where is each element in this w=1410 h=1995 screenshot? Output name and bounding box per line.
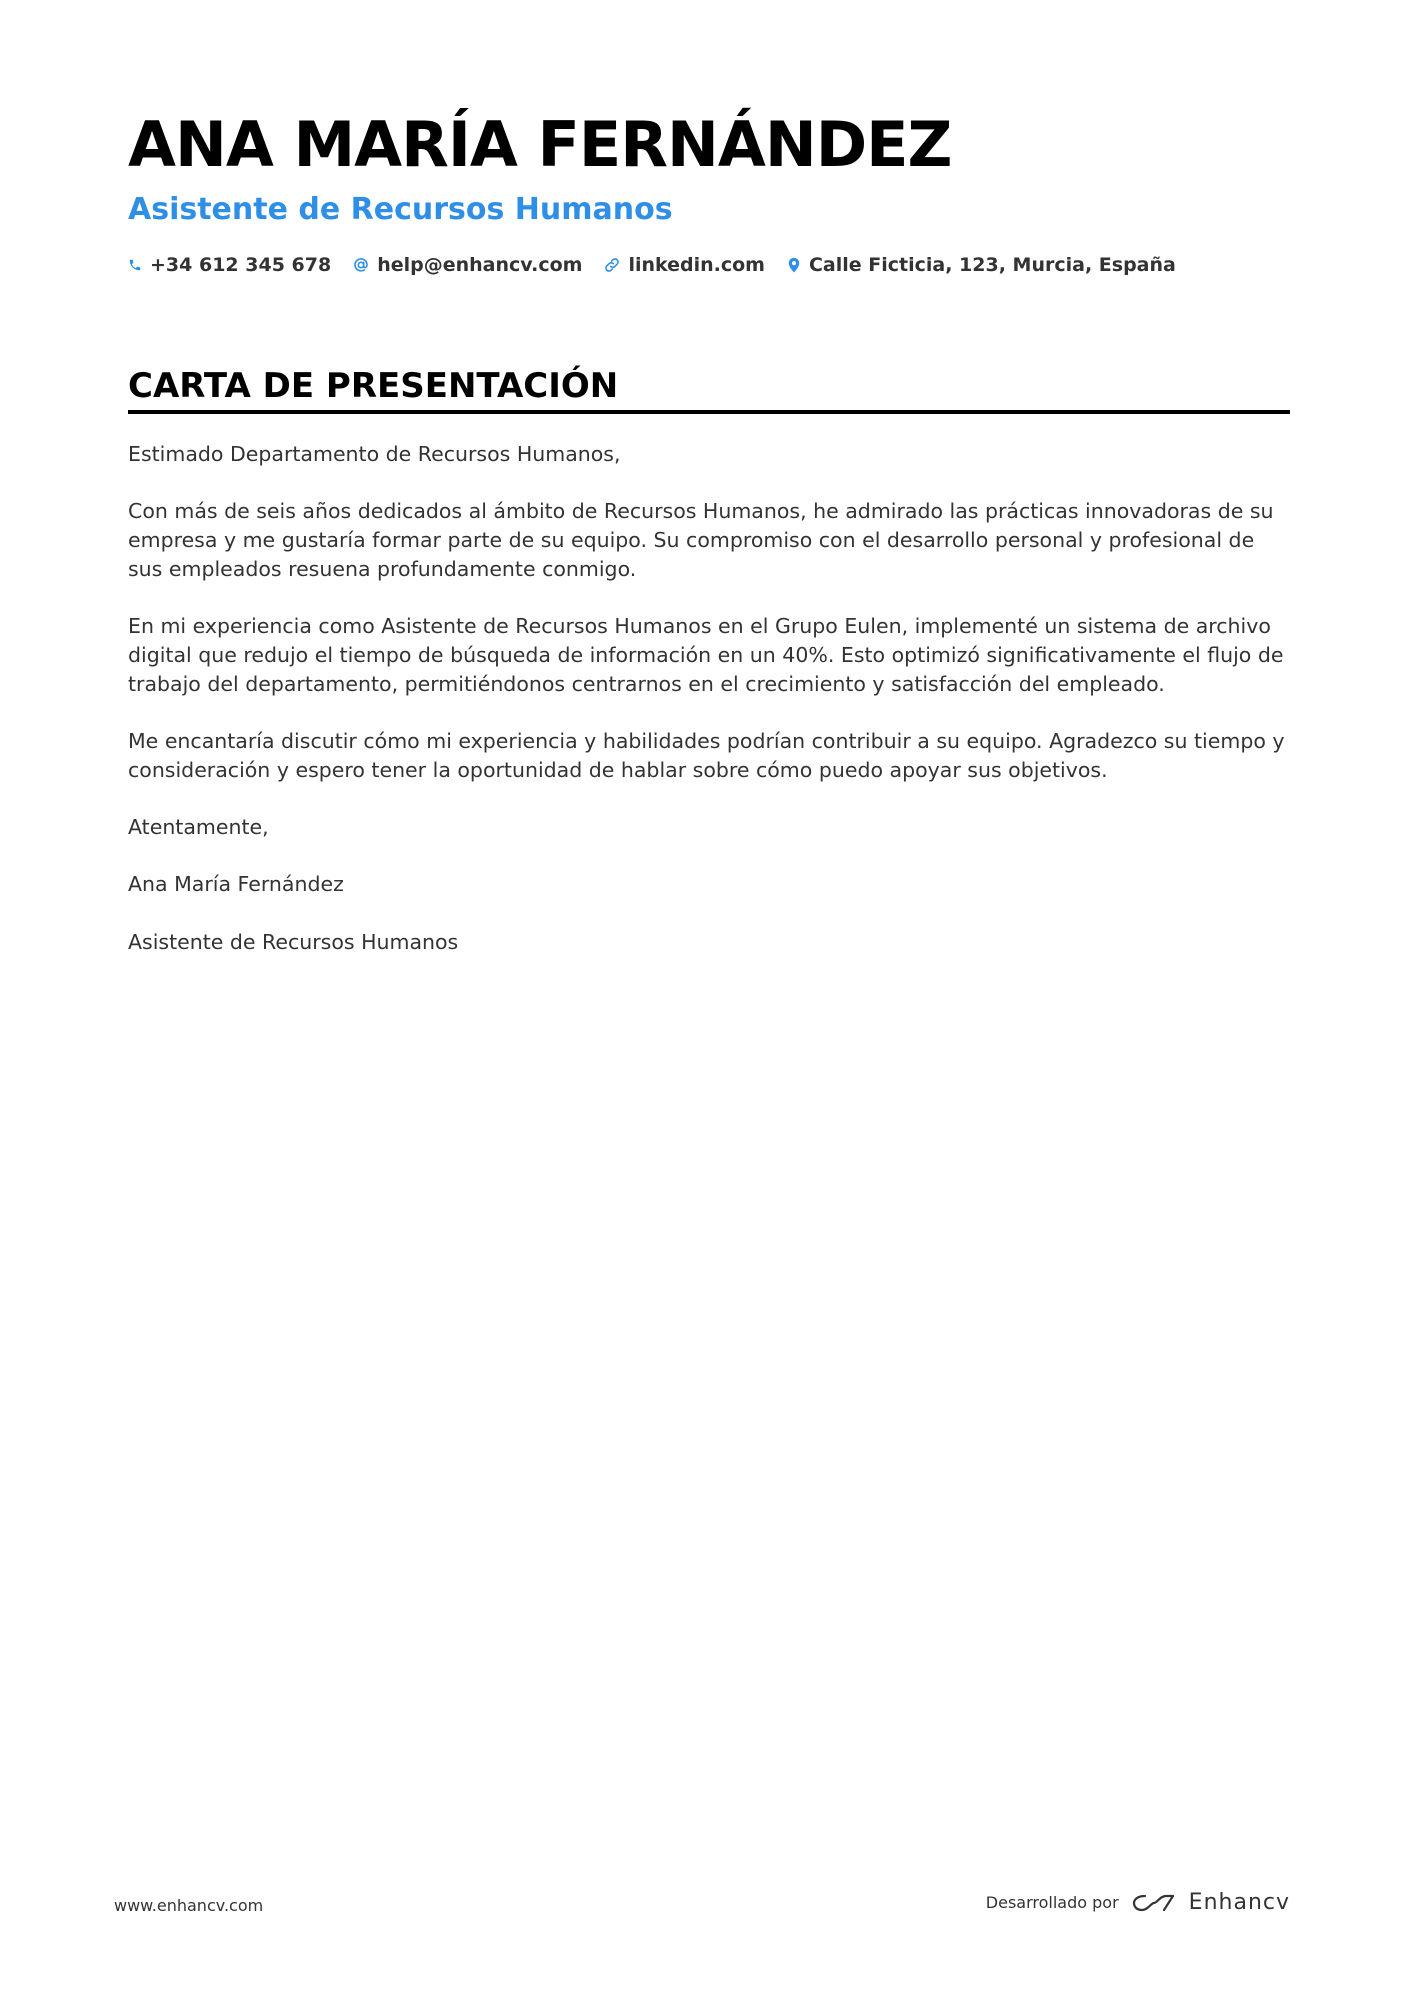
brand-name: Enhancv	[1188, 1890, 1290, 1915]
at-icon	[353, 257, 369, 273]
letter-paragraph: Con más de seis años dedicados al ámbito de Recursos Humanos, he admirado las prácticas innovadoras de su empresa y me gustaría formar parte de su equipo. Su compromiso con el desarrollo personal y profesional de sus empleados resuena profundamente conmigo.	[128, 499, 1274, 581]
contact-phone[interactable]	[128, 254, 331, 276]
footer-branding[interactable]	[986, 1890, 1290, 1915]
letter-paragraph: En mi experiencia como Asistente de Recursos Humanos en el Grupo Eulen, implementé un sistema de archivo digital que redujo el tiempo de búsqueda de información en un 40%. Esto optimizó significativamente el flujo de trabajo del departamento, permitiéndonos centrarnos en el crecimiento y satisfacción del empleado.	[128, 614, 1284, 696]
enhancv-logo-icon	[1131, 1891, 1177, 1915]
contact-phone-text: +34 612 345 678	[150, 254, 332, 276]
letter-greeting: Estimado Departamento de Recursos Humanos,	[128, 442, 621, 466]
letter-signature-name: Ana María Fernández	[128, 872, 344, 897]
candidate-name: ANA MARÍA FERNÁNDEZ	[128, 108, 952, 181]
contact-address-text: Calle Ficticia, 123, Murcia, España	[808, 254, 1176, 276]
link-icon	[604, 257, 620, 273]
contact-email[interactable]	[353, 254, 582, 276]
letter-signature-role: Asistente de Recursos Humanos	[128, 929, 459, 954]
contact-address	[787, 254, 1176, 276]
letter-body	[128, 440, 1293, 985]
letter-paragraph: Me encantaría discutir cómo mi experiencia y habilidades podrían contribuir a su equipo. Agradezco su tiempo y consideración y espero tener la oportunidad de hablar sobre cómo puedo apoyar sus objetivos.	[128, 728, 1285, 782]
candidate-role: Asistente de Recursos Humanos	[128, 192, 673, 227]
section-title: CARTA DE PRESENTACIÓN	[128, 366, 619, 406]
footer-website[interactable]: www.enhancv.com	[114, 1896, 264, 1915]
phone-icon	[128, 258, 142, 272]
letter-closing: Atentamente,	[128, 815, 269, 840]
section-divider	[128, 410, 1290, 414]
contact-linkedin[interactable]	[604, 254, 765, 276]
location-pin-icon	[787, 257, 801, 274]
powered-by-label: Desarrollado por	[985, 1893, 1119, 1912]
contact-email-text: help@enhancv.com	[377, 254, 583, 276]
contact-linkedin-text: linkedin.com	[628, 254, 765, 276]
contact-bar	[128, 254, 1176, 276]
